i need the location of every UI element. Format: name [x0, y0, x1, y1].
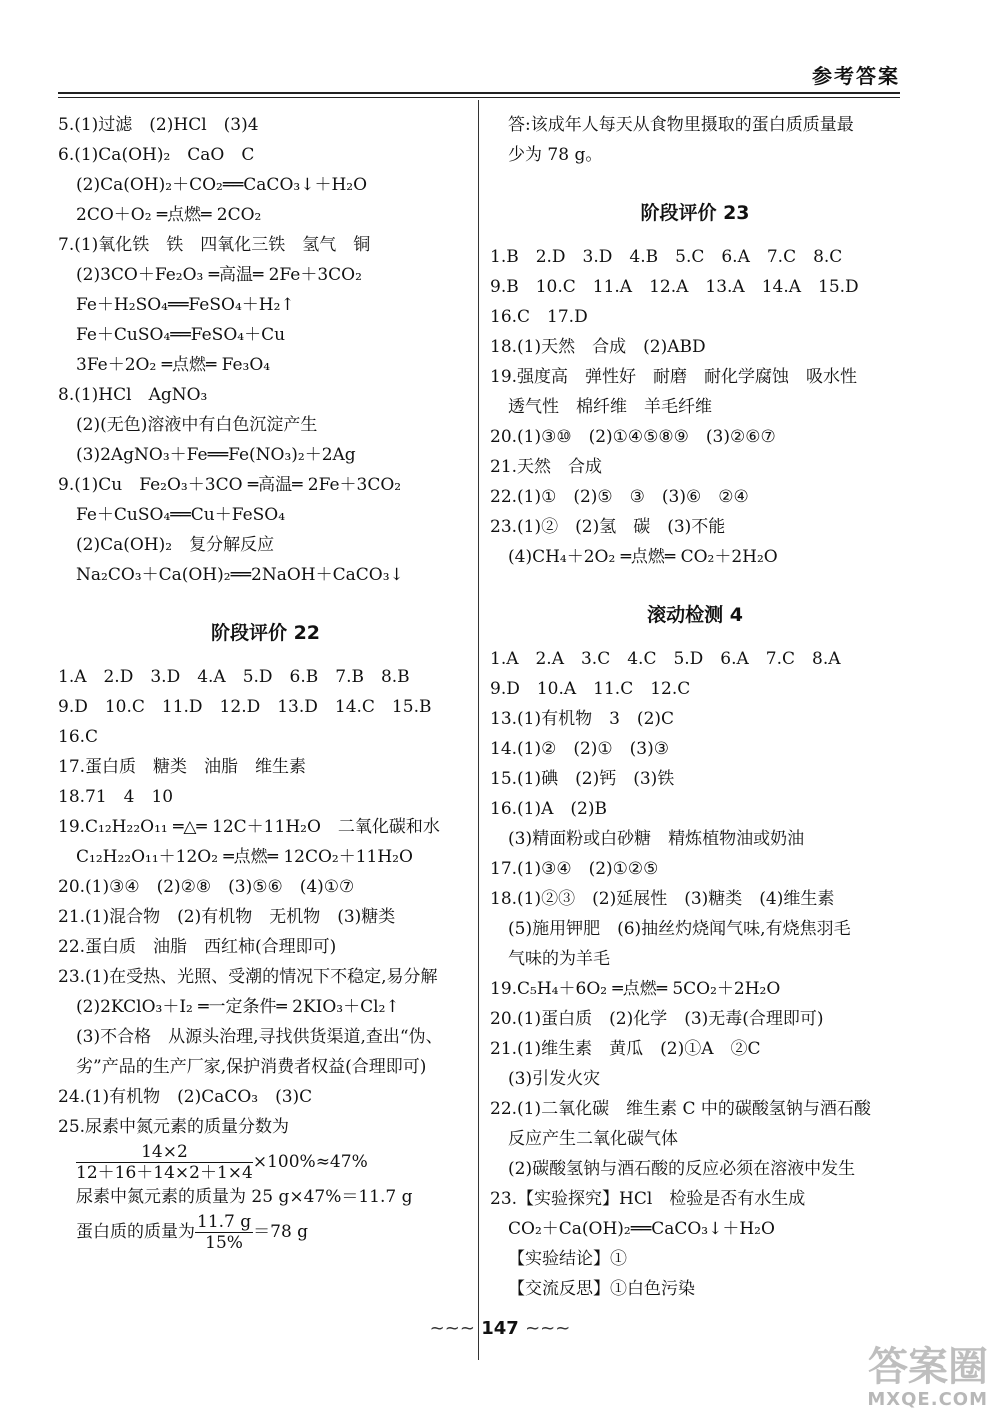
answer-line: (2)2KClO₃＋I₂ ═一定条件═ 2KIO₃＋Cl₂↑	[76, 997, 400, 1017]
answer-line: (2)Ca(OH)₂ 复分解反应	[76, 535, 275, 555]
answer-line: 少为 78 g。	[508, 145, 603, 165]
answer-line: Fe＋H₂SO₄══FeSO₄＋H₂↑	[76, 295, 295, 315]
answer-line: 21.(1)维生素 黄瓜 (2)①A ②C	[490, 1039, 761, 1059]
answer-line: 23.(1)② (2)氢 碳 (3)不能	[490, 517, 726, 537]
answer-line: 9.D 10.A 11.C 12.C	[490, 679, 691, 699]
fraction-numerator: 11.7 g	[197, 1212, 252, 1232]
answer-line: (3)2AgNO₃＋Fe══Fe(NO₃)₂＋2Ag	[76, 445, 356, 465]
answer-line: (2)(无色)溶液中有白色沉淀产生	[76, 415, 318, 435]
fraction-denominator: 15%	[205, 1233, 243, 1253]
answer-line: 22.(1)① (2)⑤ ③ (3)⑥ ②④	[490, 487, 749, 507]
answer-line: 18.(1)②③ (2)延展性 (3)糖类 (4)维生素	[490, 889, 835, 909]
answer-line: 【交流反思】①白色污染	[508, 1279, 695, 1299]
answer-line: Na₂CO₃＋Ca(OH)₂══2NaOH＋CaCO₃↓	[76, 565, 404, 585]
answer-line: 20.(1)蛋白质 (2)化学 (3)无毒(合理即可)	[490, 1009, 824, 1029]
answer-line: 9.D 10.C 11.D 12.D 13.D 14.C 15.B	[58, 697, 432, 717]
section-title: 阶段评价 23	[640, 202, 750, 224]
fraction-denominator: 12＋16＋14×2＋1×4	[76, 1163, 253, 1183]
answer-line: 9.(1)Cu Fe₂O₃＋3CO ═高温═ 2Fe＋3CO₂	[58, 475, 402, 495]
answer-line: 17.蛋白质 糖类 油脂 维生素	[58, 757, 307, 777]
answer-line: 1.A 2.D 3.D 4.A 5.D 6.B 7.B 8.B	[58, 667, 410, 687]
section-title: 滚动检测 4	[647, 604, 743, 626]
answer-line: CO₂＋Ca(OH)₂══CaCO₃↓＋H₂O	[508, 1219, 775, 1239]
answer-line: 【实验结论】①	[508, 1249, 627, 1269]
answer-line: (5)施用钾肥 (6)抽丝灼烧闻气味,有烧焦羽毛	[508, 919, 851, 939]
footer-ornament-left: ~~~	[429, 1318, 475, 1339]
answer-line: 16.(1)A (2)B	[490, 799, 607, 819]
answer-line: Fe＋CuSO₄══Cu＋FeSO₄	[76, 505, 286, 525]
answer-line: 16.C 17.D	[490, 307, 588, 327]
fraction-tail: ×100%≈47%	[252, 1152, 368, 1172]
answer-line: 18.71 4 10	[58, 787, 174, 807]
answer-line: 22.蛋白质 油脂 西红柿(合理即可)	[58, 937, 337, 957]
column-divider	[478, 100, 479, 1360]
answer-line: 17.(1)③④ (2)①②⑤	[490, 859, 659, 879]
answer-line: 透气性 棉纤维 羊毛纤维	[508, 397, 712, 417]
fraction-line	[58, 1212, 473, 1252]
section-title: 阶段评价 22	[210, 622, 321, 644]
answer-line: 反应产生二氧化碳气体	[508, 1129, 678, 1149]
answer-line: 答:该成年人每天从食物里摄取的蛋白质质量最	[508, 115, 854, 135]
answer-line: 13.(1)有机物 3 (2)C	[490, 709, 675, 729]
answer-line: 8.(1)HCl AgNO₃	[58, 385, 208, 405]
answer-line: (3)引发火灾	[508, 1069, 601, 1089]
answer-line: 7.(1)氧化铁 铁 四氧化三铁 氢气 铜	[58, 235, 371, 255]
answer-line: 21.天然 合成	[490, 457, 603, 477]
answer-line: 6.(1)Ca(OH)₂ CaO C	[58, 145, 255, 165]
answer-line: (3)精面粉或白砂糖 精炼植物油或奶油	[508, 829, 805, 849]
left-column	[58, 110, 473, 1252]
answer-line: 25.尿素中氮元素的质量分数为	[58, 1117, 290, 1137]
answer-line: C₁₂H₂₂O₁₁＋12O₂ ═点燃═ 12CO₂＋11H₂O	[76, 847, 413, 867]
header-rule	[58, 92, 900, 94]
answer-line: 18.(1)天然 合成 (2)ABD	[490, 337, 706, 357]
answer-line: 20.(1)③④ (2)②⑧ (3)⑤⑥ (4)①⑦	[58, 877, 355, 897]
answer-line: (2)Ca(OH)₂＋CO₂══CaCO₃↓＋H₂O	[76, 175, 368, 195]
answer-line: (2)碳酸氢钠与酒石酸的反应必须在溶液中发生	[508, 1159, 856, 1179]
answer-line: Fe＋CuSO₄══FeSO₄＋Cu	[76, 325, 286, 345]
answer-line: 19.C₁₂H₂₂O₁₁ ═△═ 12C＋11H₂O 二氧化碳和水	[58, 817, 440, 837]
answer-line: 5.(1)过滤 (2)HCl (3)4	[58, 115, 259, 135]
answer-line: 21.(1)混合物 (2)有机物 无机物 (3)糖类	[58, 907, 396, 927]
footer-ornament-right: ~~~	[525, 1318, 571, 1339]
answer-line: 19.C₅H₄＋6O₂ ═点燃═ 5CO₂＋2H₂O	[490, 979, 781, 999]
answer-line: 3Fe＋2O₂ ═点燃═ Fe₃O₄	[76, 355, 271, 375]
fraction-tail: ＝78 g	[253, 1222, 309, 1242]
fraction-line	[58, 1142, 473, 1182]
fraction-numerator: 14×2	[76, 1142, 253, 1163]
answer-line: 14.(1)② (2)① (3)③	[490, 739, 669, 759]
answer-line: 20.(1)③⑩ (2)①④⑤⑧⑨ (3)②⑥⑦	[490, 427, 776, 447]
answer-line: 气味的为羊毛	[508, 949, 610, 969]
answer-line: 尿素中氮元素的质量为 25 g×47%＝11.7 g	[76, 1187, 413, 1207]
answer-line: 23.(1)在受热、光照、受潮的情况下不稳定,易分解	[58, 967, 438, 987]
answer-line: (2)3CO＋Fe₂O₃ ═高温═ 2Fe＋3CO₂	[76, 265, 362, 285]
header-title: 参考答案	[812, 64, 900, 88]
answer-line: (4)CH₄＋2O₂ ═点燃═ CO₂＋2H₂O	[508, 547, 778, 567]
answer-line: 劣”产品的生产厂家,保护消费者权益(合理即可)	[76, 1057, 427, 1077]
header-rule-thin	[58, 97, 900, 98]
answer-line: 1.A 2.A 3.C 4.C 5.D 6.A 7.C 8.A	[490, 649, 841, 669]
watermark-url: MXQE.COM	[867, 1389, 988, 1410]
answer-line: 9.B 10.C 11.A 12.A 13.A 14.A 15.D	[490, 277, 859, 297]
page-number: 147	[481, 1318, 519, 1339]
fraction	[76, 1142, 253, 1183]
answer-line: 23.【实验探究】HCl 检验是否有水生成	[490, 1189, 806, 1209]
page-footer	[0, 1318, 1000, 1339]
answer-line: 19.强度高 弹性好 耐磨 耐化学腐蚀 吸水性	[490, 367, 858, 387]
answer-line: 15.(1)碘 (2)钙 (3)铁	[490, 769, 675, 789]
fraction	[195, 1212, 253, 1253]
answer-line: 22.(1)二氧化碳 维生素 C 中的碳酸氢钠与酒石酸	[490, 1099, 871, 1119]
answer-line: 16.C	[58, 727, 99, 747]
answer-line: 2CO＋O₂ ═点燃═ 2CO₂	[76, 205, 262, 225]
watermark-logo	[818, 1345, 988, 1413]
fraction-head: 蛋白质的质量为	[76, 1222, 195, 1242]
answer-line: 24.(1)有机物 (2)CaCO₃ (3)C	[58, 1087, 313, 1107]
answer-line: 1.B 2.D 3.D 4.B 5.C 6.A 7.C 8.C	[490, 247, 843, 267]
watermark-text: 答案圈	[868, 1344, 988, 1390]
answer-line: (3)不合格 从源头治理,寻找供货渠道,查出“伪、	[76, 1027, 443, 1047]
right-column	[490, 110, 900, 1304]
